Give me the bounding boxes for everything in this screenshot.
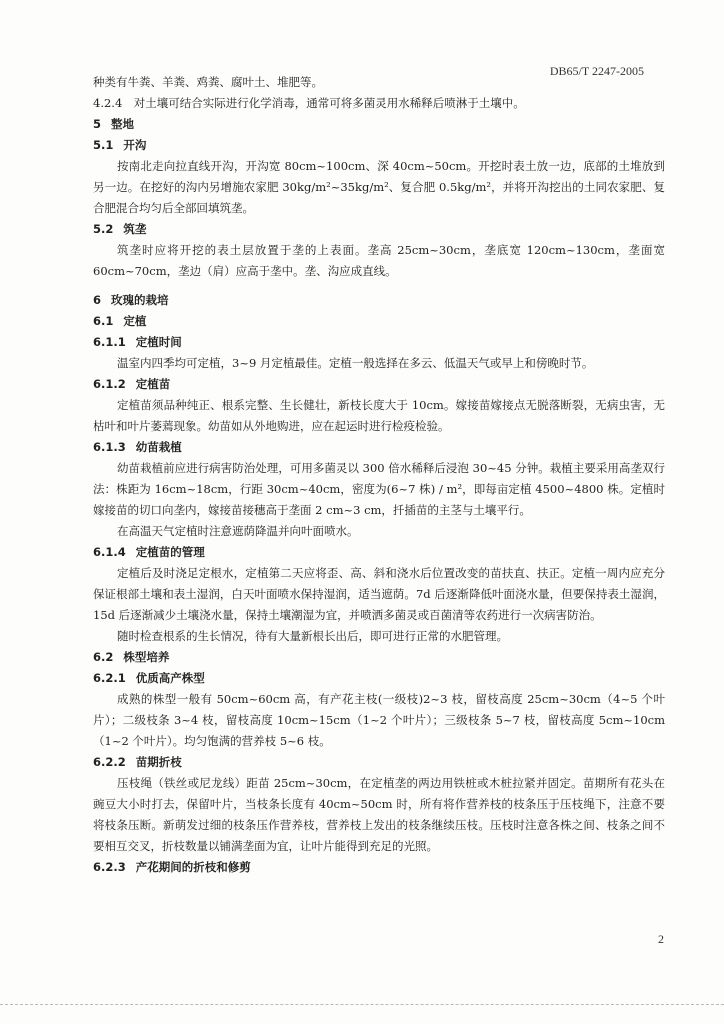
body-paragraph: 按南北走向拉直线开沟，开沟宽 80cm~100cm、深 40cm~50cm。开挖时表土放一边，底部的土堆放到另一边。在挖好的沟内另增施农家肥 30kg/m²~35kg/m²、复合肥 0.5kg/m²，并将开沟挖出的土同农家肥、复合肥混合均匀后全部回填筑垄。 xyxy=(93,159,665,215)
section-heading xyxy=(93,647,665,668)
section-title: 定植苗 xyxy=(135,377,171,391)
section-heading xyxy=(93,668,665,689)
section-number: 6.2 xyxy=(93,650,114,664)
section-title: 优质高产株型 xyxy=(135,671,205,685)
page-number: 2 xyxy=(658,932,664,946)
section-heading xyxy=(93,114,665,135)
body-paragraph: 温室内四季均可定植，3~9 月定植最佳。定植一般选择在多云、低温天气或早上和傍晚时节。 xyxy=(117,356,594,370)
section-heading xyxy=(93,135,665,156)
section-number: 5 xyxy=(93,117,102,131)
section-heading xyxy=(93,542,665,563)
body-paragraph: 种类有牛粪、羊粪、鸡粪、腐叶土、堆肥等。 xyxy=(93,75,323,89)
section-heading xyxy=(93,332,665,353)
document-code: DB65/T 2247-2005 xyxy=(549,64,644,78)
body-paragraph: 在高温天气定植时注意遮荫降温并向叶面喷水。 xyxy=(117,524,359,538)
section-number: 6.1 xyxy=(93,314,114,328)
section-number: 6.1.3 xyxy=(93,440,126,454)
body-paragraph: 筑垄时应将开挖的表土层放置于垄的上表面。垄高 25cm~30cm，垄底宽 120cm~130cm，垄面宽 60cm~70cm，垄边（肩）应高于垄中。垄、沟应成直线。 xyxy=(93,243,665,278)
body-paragraph: 定植苗须品种纯正、根系完整、生长健壮，新枝长度大于 10cm。嫁接苗嫁接点无脱落断裂，无病虫害，无枯叶和叶片萎蔫现象。幼苗如从外地购进，应在起运时进行检疫检验。 xyxy=(93,398,665,433)
section-number: 6.1.2 xyxy=(93,377,126,391)
body-paragraph: 压枝绳（铁丝或尼龙线）距苗 25cm~30cm，在定植垄的两边用铁桩或木桩拉紧并固定。苗期所有花头在豌豆大小时打去，保留叶片，当枝条长度有 40cm~50cm 时，所有将作营养枝的枝条压于压枝绳下，注意不要将枝条压断。新萌发过细的枝条压作营养枝，营养枝上发出的枝条继续压枝。压枝时注意各株之间、枝条之间不要相互交叉，折枝数量以铺满垄面为宜，让叶片能得到充足的光照。 xyxy=(93,776,665,853)
scan-edge-line xyxy=(0,1004,724,1005)
section-number: 6.2.3 xyxy=(93,860,126,874)
section-number: 5.1 xyxy=(93,138,114,152)
section-number: 6.1.1 xyxy=(93,335,126,349)
section-number: 6 xyxy=(93,293,102,307)
section-title: 开沟 xyxy=(123,138,147,152)
section-number: 6.2.1 xyxy=(93,671,126,685)
section-heading xyxy=(93,219,665,240)
section-heading xyxy=(93,290,665,311)
section-heading xyxy=(93,857,665,878)
section-number: 6.1.4 xyxy=(93,545,126,559)
section-title: 筑垄 xyxy=(123,222,147,236)
section-title: 产花期间的折枝和修剪 xyxy=(135,860,251,874)
body-paragraph: 4.2.4 对土壤可结合实际进行化学消毒，通常可将多菌灵用水稀释后喷淋于土壤中。 xyxy=(93,96,525,110)
section-title: 定植时间 xyxy=(135,335,182,349)
section-gap xyxy=(93,282,665,290)
body-paragraph: 成熟的株型一般有 50cm~60cm 高，有产花主枝(一级枝)2~3 枝，留枝高度 25cm~30cm（4~5 个叶片）；二级枝条 3~4 枝，留枝高度 10cm~15cm（1~2 个叶片）；三级枝条 5~7 枝，留枝高度 5cm~10cm（1~2 个叶片）。均匀饱满的营养枝 5~6 枝。 xyxy=(93,692,665,748)
section-heading xyxy=(93,752,665,773)
section-title: 定植 xyxy=(123,314,147,328)
section-title: 玫瑰的栽培 xyxy=(111,293,169,307)
document-body xyxy=(93,72,665,878)
section-title: 定植苗的管理 xyxy=(135,545,205,559)
body-paragraph: 定植后及时浇足定根水，定植第二天应将歪、高、斜和浇水后位置改变的苗扶直、扶正。定植一周内应充分保证根部土壤和表土湿润，白天叶面喷水保持湿润，适当遮荫。7d 后逐渐降低叶面浇水量，但要保持表土湿润，15d 后逐渐减少土壤浇水量，保持土壤潮湿为宜，并喷洒多菌灵或百菌清等农药进行一次病害防治。 xyxy=(93,566,665,622)
section-title: 整地 xyxy=(111,117,135,131)
section-number: 5.2 xyxy=(93,222,114,236)
section-title: 幼苗栽植 xyxy=(135,440,182,454)
section-title: 株型培养 xyxy=(123,650,170,664)
section-heading xyxy=(93,374,665,395)
section-title: 苗期折枝 xyxy=(135,755,182,769)
section-number: 6.2.2 xyxy=(93,755,126,769)
section-heading xyxy=(93,311,665,332)
body-paragraph: 随时检查根系的生长情况，待有大量新根长出后，即可进行正常的水肥管理。 xyxy=(117,629,508,643)
section-heading xyxy=(93,437,665,458)
body-paragraph: 幼苗栽植前应进行病害防治处理，可用多菌灵以 300 倍水稀释后浸泡 30~45 分钟。栽植主要采用高垄双行法：株距为 16cm~18cm，行距 30cm~40cm，密度为(6~7 株) / m²，即每亩定植 4500~4800 株。定植时嫁接苗的切口向垄内，嫁接苗接穗高于垄面 2 cm~3 cm，扦插苗的主茎与土壤平行。 xyxy=(93,461,665,517)
